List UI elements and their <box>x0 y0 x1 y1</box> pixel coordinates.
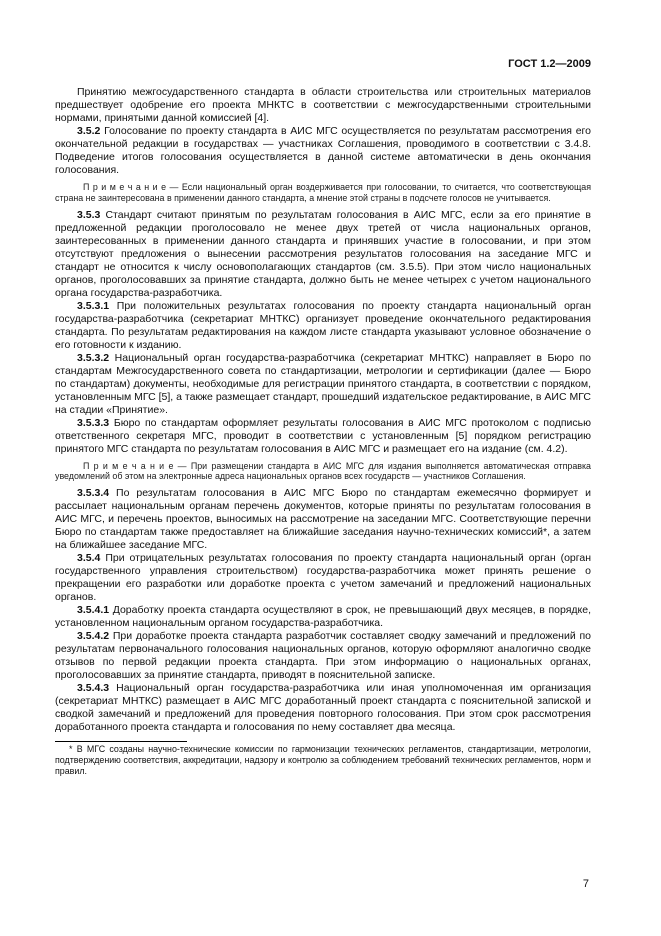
clause-number: 3.5.3.3 <box>77 416 110 429</box>
body-paragraph: Принятию межгосударственного стандарта в области строительства или строительных материалов предшествует одобрение его проекта МНКТС в соответствии с межгосударственными строительными нормами, принятыми данной комиссией [4]. <box>55 86 591 124</box>
body-paragraph: 3.5.3.4 По результатам голосования в АИС МГС Бюро по стандартам ежемесячно формирует и рассылает национальным органам перечень документов, которые приняты по результатам голосования в АИС МГС, и перечень проектов, выносимых на рассмотрение на заседании МГС. Соответствующие перечни Бюро по стандартам также предоставляет на ближайшие заседания научно-технических комиссий*, а затем на ближайшее заседание МГС. <box>55 487 591 552</box>
clause-number: 3.5.3.4 <box>77 487 110 500</box>
body-paragraph: 3.5.4.2 При доработке проекта стандарта разработчик составляет сводку замечаний и предложений по результатам первоначального голосования национальных органов, которую оформляют аналогично сводке отзывов по первой редакции проекта стандарта. При этом информацию о национальных органах, проголосовавших за принятие стандарта, приводят в пояснительной записке. <box>55 630 591 682</box>
body-paragraph: 3.5.3.1 При положительных результатах голосования по проекту стандарта национальный орган государства-разработчика (секретариат МНТКС) организует проведение окончательного редактирования стандарта. По результатам редактирования на каждом листе стандарта указывают условное обозначение о его готовности к изданию. <box>55 299 591 351</box>
page-number: 7 <box>582 878 589 890</box>
body-paragraph: 3.5.4.3 Национальный орган государства-разработчика или иная уполномоченная им организация (секретариат МНТКС) размещает в АИС МГС доработанный проект стандарта с пояснительной запиской и сводкой замечаний и предложений для проведения повторного голосования. При этом срок рассмотрения доработанного проекта стандарта и голосования по нему составляет два месяца. <box>55 682 591 734</box>
clause-number: 3.5.2 <box>77 125 101 137</box>
clause-number: 3.5.3 <box>77 208 101 221</box>
body-paragraph: 3.5.3.2 Национальный орган государства-разработчика (секретариат МНТКС) направляет в Бюро по стандартам Межгосударственного совета по стандартизации, метрологии и сертификации (далее — Бюро по стандартам) документы, необходимые для регистрации принятого стандарта, в соответствии с порядком, установленным МГС [5], а также размещает стандарт, прошедший издательское редактирование, в АИС МГС на стадии «Принятие». <box>55 351 591 416</box>
document-content <box>55 86 591 734</box>
note-paragraph: П р и м е ч а н и е — При размещении стандарта в АИС МГС для издания выполняется автоматическая отправка уведомлений об этом на электронные адреса национальных органов всех государств — участников Соглашения. <box>55 460 591 482</box>
page-header <box>55 58 591 70</box>
clause-number: 3.5.3.2 <box>77 351 110 364</box>
clause-number: 3.5.4.1 <box>77 604 110 617</box>
body-paragraph: 3.5.2 Голосование по проекту стандарта в АИС МГС осуществляется по результатам рассмотрения его окончательной редакции в государствах — участниках Соглашения, проводимого в соответствии с 3.4.8. Подведение итогов голосования осуществляется в данной системе автоматически в день окончания голосования. <box>55 125 591 176</box>
clause-number: 3.5.3.1 <box>77 299 110 312</box>
note-paragraph: П р и м е ч а н и е — Если национальный орган воздерживается при голосовании, то считается, что соответствующая страна не заинтересована в применении данного стандарта, а мнение этой страны в подсчете голосов не учитывается. <box>55 182 591 203</box>
clause-number: 3.5.4.3 <box>77 682 110 695</box>
body-paragraph: 3.5.3 Стандарт считают принятым по результатам голосования в АИС МГС, если за его принятие в предложенной редакции проголосовало не менее двух третей от числа национальных органов, заинтересованных в применении данного стандарта и принявших участие в голосовании, и при этом отсутствуют предложения о вынесении рассмотрения результатов голосования на заседание МГС и стандарт не относится к числу основополагающих стандартов (см. 3.5.5). При этом число национальных органов, проголосовавших за принятие стандарта, должно быть не менее четырех с учетом национального органа государства-разработчика. <box>55 208 591 299</box>
footnote-text: * В МГС созданы научно-технические комиссии по гармонизации технических регламентов, стандартизации, метрологии, подтверждению соответствия, аккредитации, надзору и контролю за соблюдением требований технических регламентов, норм и правил. <box>55 744 591 776</box>
body-paragraph: 3.5.4.1 Доработку проекта стандарта осуществляют в срок, не превышающий двух месяцев, в порядке, установленном национальным органом государства-разработчика. <box>55 604 591 630</box>
clause-number: 3.5.4 <box>77 552 101 565</box>
clause-number: 3.5.4.2 <box>77 630 110 643</box>
body-paragraph: 3.5.3.3 Бюро по стандартам оформляет результаты голосования в АИС МГС протоколом с подписью ответственного секретаря МГС, проводит в соответствии с установленным [5] порядком регистрацию принятого МГС стандарта по результатам голосования в АИС МГС и размещает его на издание (см. 4.2). <box>55 416 591 455</box>
body-paragraph: 3.5.4 При отрицательных результатах голосования по проекту стандарта национальный орган (орган государственного управления строительством) государства-разработчика может принять решение о прекращении его разработки или доработке проекта с учетом замечаний и предложений национальных органов. <box>55 552 591 604</box>
doc-number: ГОСТ 1.2—2009 <box>508 58 591 70</box>
footnote-separator <box>55 741 187 742</box>
